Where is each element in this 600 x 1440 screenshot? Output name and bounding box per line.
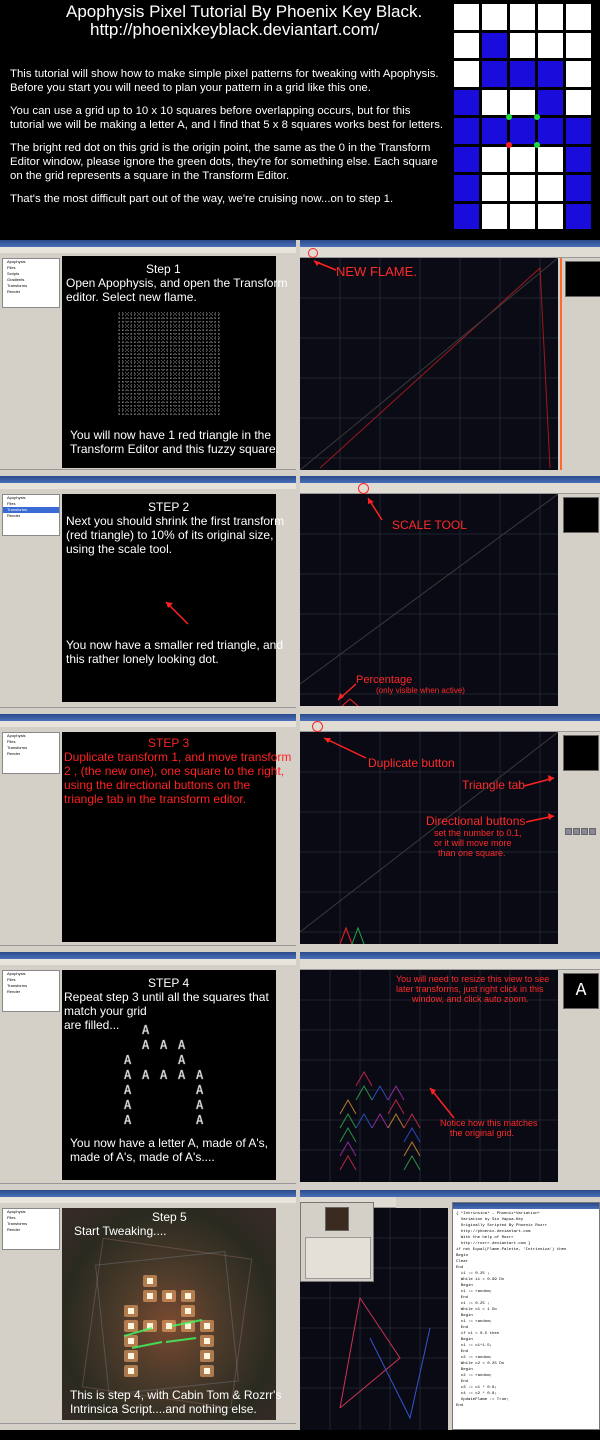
arrow-icon	[310, 258, 340, 278]
grid-cell	[566, 90, 591, 116]
arrow-icon	[522, 772, 558, 792]
tree-item[interactable]: Apophysis	[7, 733, 26, 738]
code-line: c1 := random;	[456, 1320, 493, 1324]
arrow-icon	[320, 734, 370, 762]
move-left-button[interactable]	[573, 828, 580, 835]
code-line: Begin	[456, 1254, 469, 1258]
file-tree[interactable]	[2, 732, 60, 774]
editor-titlebar[interactable]	[300, 714, 600, 721]
step-heading: STEP 3	[148, 736, 190, 750]
tree-item[interactable]: Apophysis	[7, 495, 26, 500]
letter-a-plan-grid	[452, 2, 596, 236]
glowing-a-pattern	[124, 1275, 214, 1377]
a-glyph: A	[178, 1038, 186, 1052]
a-glyph: A	[142, 1023, 150, 1037]
grid-cell	[510, 118, 535, 144]
move-down-button[interactable]	[589, 828, 596, 835]
tree-item-selected[interactable]: Transforms	[3, 507, 59, 513]
code-line: Begin	[456, 1338, 473, 1342]
green-dot	[506, 114, 512, 120]
new-flame-note: NEW FLAME.	[336, 264, 417, 279]
tree-item[interactable]: Scripts	[7, 271, 20, 276]
file-tree[interactable]	[2, 258, 60, 308]
flame-preview	[563, 497, 599, 533]
step-text: 2 , (the new one), one square to the right,	[64, 764, 285, 778]
step-text: Repeat step 3 until all the squares that	[64, 990, 269, 1004]
transform-triangle[interactable]	[404, 1128, 420, 1142]
glow-core	[147, 1278, 153, 1284]
transform-triangle[interactable]	[340, 1114, 356, 1128]
adjust-window	[300, 1202, 374, 1282]
transform-triangle[interactable]	[340, 1142, 356, 1156]
transform-triangle[interactable]	[356, 1086, 372, 1100]
code-line: End	[456, 1350, 469, 1354]
code-line: While c2 < 0.25 Do	[456, 1362, 505, 1366]
adjust-fields[interactable]	[305, 1237, 371, 1279]
grid-cell	[454, 90, 479, 116]
file-tree[interactable]	[2, 970, 60, 1012]
grid-cell	[510, 61, 535, 87]
directional-subnote: than one square.	[438, 848, 506, 858]
match-note: Notice how this matches	[440, 1118, 538, 1128]
tree-item[interactable]: Transforms	[7, 983, 28, 988]
directional-buttons-note: Directional buttons	[426, 814, 526, 828]
code-line: Begin	[456, 1314, 473, 1318]
grid-cell	[482, 147, 507, 173]
triangle-tab-note: Triangle tab	[462, 778, 525, 792]
code-line: Clear	[456, 1260, 469, 1264]
grid-cell	[454, 61, 479, 87]
grid-cell	[454, 204, 479, 230]
tree-item[interactable]: Gradients	[7, 277, 25, 282]
file-tree[interactable]	[2, 494, 60, 536]
code-line: c4 := c2 * 0.8;	[456, 1392, 497, 1396]
arrow-icon	[424, 1082, 460, 1122]
step-text: You will now have 1 red triangle in the	[70, 428, 272, 442]
percentage-note: Percentage	[356, 674, 413, 686]
directional-subnote: set the number to 0.1,	[434, 828, 522, 838]
script-titlebar[interactable]	[453, 1203, 599, 1209]
transform-triangle[interactable]	[340, 1156, 356, 1170]
tree-item[interactable]: Render	[7, 751, 21, 756]
tree-item[interactable]: Render	[7, 1227, 21, 1232]
tutorial-header	[0, 0, 600, 240]
grid-cell	[538, 175, 563, 201]
step-3-panel	[0, 714, 600, 952]
tree-item[interactable]: Render	[7, 989, 21, 994]
editor-toolbar[interactable]	[300, 721, 600, 732]
status-bar	[0, 469, 296, 476]
a-glyph: A	[196, 1083, 204, 1097]
apophysis-main-window	[0, 240, 296, 476]
code-line: { *Intrinsica* - Phoenix*Variation*	[456, 1212, 541, 1216]
tree-item[interactable]: Files	[7, 501, 16, 506]
a-glyph: A	[124, 1053, 132, 1067]
glow-core	[204, 1353, 210, 1359]
render-preview	[62, 970, 276, 1180]
intro-line: Before you start you will need to plan your pattern in a grid like this one.	[10, 82, 371, 94]
tree-item[interactable]: Files	[7, 977, 16, 982]
arrow-icon	[362, 494, 392, 524]
a-glyph: A	[196, 1113, 204, 1127]
tree-item[interactable]: Files	[7, 1215, 16, 1220]
tree-item[interactable]: Render	[7, 513, 21, 518]
step-1-panel	[0, 240, 600, 476]
tree-item[interactable]: Files	[7, 265, 16, 270]
grid-cell	[482, 33, 507, 59]
menu-bar[interactable]	[0, 959, 296, 965]
grid-cell	[482, 61, 507, 87]
transform-editor-window	[300, 952, 600, 1190]
editor-side-panel	[560, 970, 600, 1182]
fuzzy-square	[117, 312, 221, 416]
code-line: if not Equal(Flame.Palette, 'Intrinsica') then	[456, 1248, 567, 1252]
scale-tool-note: SCALE TOOL	[392, 518, 467, 532]
glow-core	[147, 1293, 153, 1299]
glow-core	[166, 1293, 172, 1299]
resize-note: window, and click auto zoom.	[412, 994, 529, 1004]
step-text: Next you should shrink the first transform	[66, 514, 285, 528]
resize-note: You will need to resize this view to see	[396, 974, 550, 984]
glow-core	[185, 1293, 191, 1299]
code-line: if c1 < 0.5 then	[456, 1332, 500, 1336]
grid-cell	[538, 90, 563, 116]
grid-cell	[566, 4, 591, 30]
file-tree[interactable]	[2, 1208, 60, 1250]
menu-bar[interactable]	[0, 483, 296, 489]
grid-cell	[566, 61, 591, 87]
grid-cell	[538, 147, 563, 173]
step-text: this rather lonely looking dot.	[66, 652, 219, 666]
grid-cell	[566, 118, 591, 144]
code-line: UpdateFlame := True;	[456, 1398, 509, 1402]
step-text: editor. Select new flame.	[66, 290, 197, 304]
code-line: While c1 < 1 Do	[456, 1308, 497, 1312]
menu-bar[interactable]	[0, 1197, 296, 1203]
step-text: using the directional buttons on the	[64, 778, 251, 792]
editor-side-panel	[560, 258, 600, 470]
grid-cell	[510, 175, 535, 201]
a-glyph: A	[160, 1038, 168, 1052]
tree-item[interactable]: Transforms	[7, 745, 28, 750]
tree-item[interactable]: Render	[7, 289, 21, 294]
transform-canvas[interactable]	[300, 258, 558, 470]
render-preview	[62, 494, 285, 702]
editor-toolbar[interactable]	[300, 959, 600, 970]
transform-triangle[interactable]	[340, 1128, 356, 1142]
status-bar	[0, 707, 296, 714]
preview-glyph: A	[575, 981, 587, 1001]
step-text: You now have a letter A, made of A's,	[70, 1136, 268, 1150]
transform-canvas[interactable]	[300, 494, 558, 706]
transform-editor-window	[300, 240, 600, 476]
grid-cell	[538, 204, 563, 230]
step-text: triangle tab in the transform editor.	[64, 792, 247, 806]
script-code[interactable]	[456, 1211, 596, 1427]
arrow-icon	[162, 598, 192, 628]
origin-dot	[506, 142, 512, 148]
menu-bar[interactable]	[0, 247, 296, 253]
grid-cell	[510, 147, 535, 173]
status-bar	[0, 1423, 296, 1430]
editor-titlebar[interactable]	[300, 1190, 600, 1197]
code-line: Variation by Sin Vapua-Key	[456, 1218, 524, 1222]
window-titlebar[interactable]	[0, 714, 296, 721]
grid-cell	[482, 4, 507, 30]
transform-triangle[interactable]	[404, 1156, 420, 1170]
glow-core	[204, 1338, 210, 1344]
editor-grid-svg	[300, 258, 558, 470]
arrow-icon	[332, 682, 360, 704]
directional-subnote: or it will move more	[434, 838, 512, 848]
code-line: Begin	[456, 1368, 473, 1372]
transform-editor-window	[300, 476, 600, 714]
green-dot	[534, 142, 540, 148]
glow-core	[185, 1308, 191, 1314]
step-text: (red triangle) to 10% of its original size,	[66, 528, 274, 542]
grid-cell	[482, 175, 507, 201]
grid-cell	[566, 33, 591, 59]
step-text: match your grid	[64, 1004, 147, 1018]
grid-cell	[454, 118, 479, 144]
grid-cell	[510, 204, 535, 230]
a-glyph: A	[124, 1068, 132, 1082]
editor-side-panel	[560, 494, 600, 706]
flame-preview	[563, 973, 599, 1009]
transform-triangle[interactable]	[404, 1142, 420, 1156]
transform-triangle[interactable]	[340, 1100, 356, 1114]
grid-cell	[538, 33, 563, 59]
code-line: End	[456, 1296, 469, 1300]
a-glyph: A	[160, 1068, 168, 1082]
move-right-button[interactable]	[581, 828, 588, 835]
editor-side-panel	[560, 732, 600, 944]
scale-tool-button[interactable]	[358, 483, 369, 494]
a-glyph: A	[124, 1113, 132, 1127]
new-flame-button[interactable]	[308, 248, 318, 258]
grid-cell	[482, 204, 507, 230]
transform-editor-window	[300, 714, 600, 952]
match-note: the original grid.	[450, 1128, 515, 1138]
window-titlebar[interactable]	[0, 1190, 296, 1197]
apophysis-main-window	[0, 476, 296, 714]
render-preview	[62, 732, 292, 942]
step-text: Open Apophysis, and open the Transform	[66, 276, 288, 290]
grid-cell	[538, 4, 563, 30]
transform-editor-window	[300, 1190, 600, 1430]
step-text: Intrinsica Script....and nothing else.	[70, 1402, 257, 1416]
flame-preview	[565, 261, 600, 297]
transform-triangle[interactable]	[356, 1114, 372, 1128]
adjust-preview	[325, 1207, 349, 1231]
step-text: are filled...	[64, 1018, 120, 1032]
grid-cell	[510, 90, 535, 116]
tree-item[interactable]: Apophysis	[7, 971, 26, 976]
intro-line: The bright red dot on this grid is the origin point, the same as the 0 in the Transform	[10, 142, 431, 154]
window-titlebar[interactable]	[0, 240, 296, 247]
intro-line: You can use a grid up to 10 x 10 squares before overlapping occurs, but for this	[10, 105, 411, 117]
code-line: Begin	[456, 1284, 473, 1288]
tree-item[interactable]: Transforms	[7, 1221, 28, 1226]
apophysis-main-window	[0, 714, 296, 952]
intro-line: on the grid represents a square in the Transform Editor.	[10, 170, 290, 182]
step-5-panel	[0, 1190, 600, 1430]
editor-toolbar[interactable]	[300, 247, 600, 258]
intro-line: tutorial we will be making a letter A, and I find that 5 x 8 squares works best for letters.	[10, 119, 444, 131]
editor-toolbar[interactable]	[300, 483, 600, 494]
glow-core	[128, 1368, 134, 1374]
step-text: You now have a smaller red triangle, and	[66, 638, 284, 652]
grid-cell	[566, 175, 591, 201]
percentage-subnote: (only visible when active)	[376, 686, 465, 695]
grid-cell	[482, 118, 507, 144]
resize-note: later transforms, just right click in this	[396, 984, 544, 994]
a-glyph: A	[142, 1068, 150, 1082]
tree-item[interactable]: Apophysis	[7, 259, 26, 264]
tree-item[interactable]: Files	[7, 739, 16, 744]
step-heading: STEP 2	[148, 500, 190, 514]
transform-triangle[interactable]	[372, 1114, 388, 1128]
glow-core	[128, 1353, 134, 1359]
render-preview	[62, 256, 288, 468]
grid-cell	[538, 118, 563, 144]
code-line: End	[456, 1380, 469, 1384]
tree-item[interactable]: Transforms	[7, 283, 28, 288]
page-title: Apophysis Pixel Tutorial By Phoenix Key Black.	[66, 2, 423, 21]
code-line: i1 := 0.25 ;	[456, 1272, 490, 1276]
glow-core	[128, 1308, 134, 1314]
step-heading: Step 1	[146, 262, 181, 276]
intro-line: That's the most difficult part out of the way, we're cruising now...on to step 1.	[10, 193, 394, 205]
step-text: using the scale tool.	[66, 542, 173, 556]
letter-a-pattern	[124, 1008, 224, 1140]
author-url[interactable]: http://phoenixkeyblack.deviantart.com/	[90, 20, 380, 39]
grid-cell	[454, 147, 479, 173]
grid-cell	[566, 204, 591, 230]
tree-item[interactable]: Apophysis	[7, 1209, 26, 1214]
a-glyph: A	[178, 1068, 186, 1082]
grid-cell	[538, 61, 563, 87]
a-glyph: A	[142, 1038, 150, 1052]
glow-core	[204, 1368, 210, 1374]
glow-core	[128, 1338, 134, 1344]
move-up-button[interactable]	[565, 828, 572, 835]
code-line: c1 := 0.25 ;	[456, 1302, 490, 1306]
grid-cell	[454, 4, 479, 30]
glow-core	[166, 1323, 172, 1329]
code-line: http://phoenix.deviantart.com	[456, 1230, 531, 1234]
step-heading: STEP 4	[148, 976, 190, 990]
transform-triangles	[340, 1072, 420, 1170]
script-editor-window	[452, 1202, 600, 1430]
code-line: Originally Scripted By Phoenix Rozrr	[456, 1224, 548, 1228]
step-text: made of A's, made of A's....	[70, 1150, 215, 1164]
grid-cell	[566, 147, 591, 173]
code-line: c1 := random;	[456, 1290, 493, 1294]
grid-cell	[510, 33, 535, 59]
intro-line: This tutorial will show how to make simple pixel patterns for tweaking with Apophysis.	[10, 68, 439, 80]
transform-triangle[interactable]	[356, 1072, 372, 1086]
flame-preview	[563, 735, 599, 771]
transform-canvas[interactable]	[300, 732, 558, 944]
code-line: End	[456, 1266, 464, 1270]
step-heading: Step 5	[152, 1210, 187, 1224]
transform-triangle[interactable]	[372, 1086, 388, 1100]
window-titlebar[interactable]	[0, 476, 296, 483]
grid-cell	[510, 4, 535, 30]
grid-cell	[454, 33, 479, 59]
a-glyph: A	[178, 1053, 186, 1067]
apophysis-main-window	[0, 1190, 296, 1430]
a-glyph: A	[124, 1098, 132, 1112]
intro-line: Editor window, please ignore the green dots, they're for something else. Each square	[10, 156, 438, 168]
code-line: c2 := random;	[456, 1374, 493, 1378]
duplicate-note: Duplicate button	[368, 756, 455, 770]
status-bar	[0, 1183, 296, 1190]
duplicate-button[interactable]	[312, 721, 323, 732]
a-glyph: A	[196, 1068, 204, 1082]
code-line: http://rozrr.deviantart.com }	[456, 1242, 531, 1246]
code-line: End	[456, 1326, 469, 1330]
transform-triangle[interactable]	[404, 1114, 420, 1128]
code-line: c3 := c1 * 0.8;	[456, 1386, 497, 1390]
step-text: Duplicate transform 1, and move transform	[64, 750, 292, 764]
menu-bar[interactable]	[0, 721, 296, 727]
step-text: Transform Editor and this fuzzy square.	[70, 442, 279, 456]
transform-canvas[interactable]	[300, 970, 558, 1182]
code-line: c2 := random;	[456, 1356, 493, 1360]
glow-core	[204, 1323, 210, 1329]
editor-titlebar[interactable]	[300, 476, 600, 483]
editor-titlebar[interactable]	[300, 952, 600, 959]
grid-cell	[454, 175, 479, 201]
step-2-panel	[0, 476, 600, 714]
code-line: End	[456, 1404, 464, 1408]
arrow-icon	[524, 810, 558, 830]
apophysis-main-window	[0, 952, 296, 1190]
window-titlebar[interactable]	[0, 952, 296, 959]
editor-titlebar[interactable]	[300, 240, 600, 247]
grid-cell	[482, 90, 507, 116]
status-bar	[0, 945, 296, 952]
green-dot	[534, 114, 540, 120]
code-line: c1 := c1*1.5;	[456, 1344, 493, 1348]
step-4-panel	[0, 952, 600, 1190]
step-text: This is step 4, with Cabin Tom & Rozrr's	[70, 1388, 282, 1402]
step-text: Start Tweaking....	[74, 1224, 167, 1238]
glow-core	[128, 1323, 134, 1329]
a-glyph: A	[124, 1083, 132, 1097]
a-glyph: A	[196, 1098, 204, 1112]
code-line: With the help of Rozrr	[456, 1236, 514, 1240]
render-preview	[62, 1208, 282, 1420]
code-line: While i1 < 0.99 Do	[456, 1278, 505, 1282]
